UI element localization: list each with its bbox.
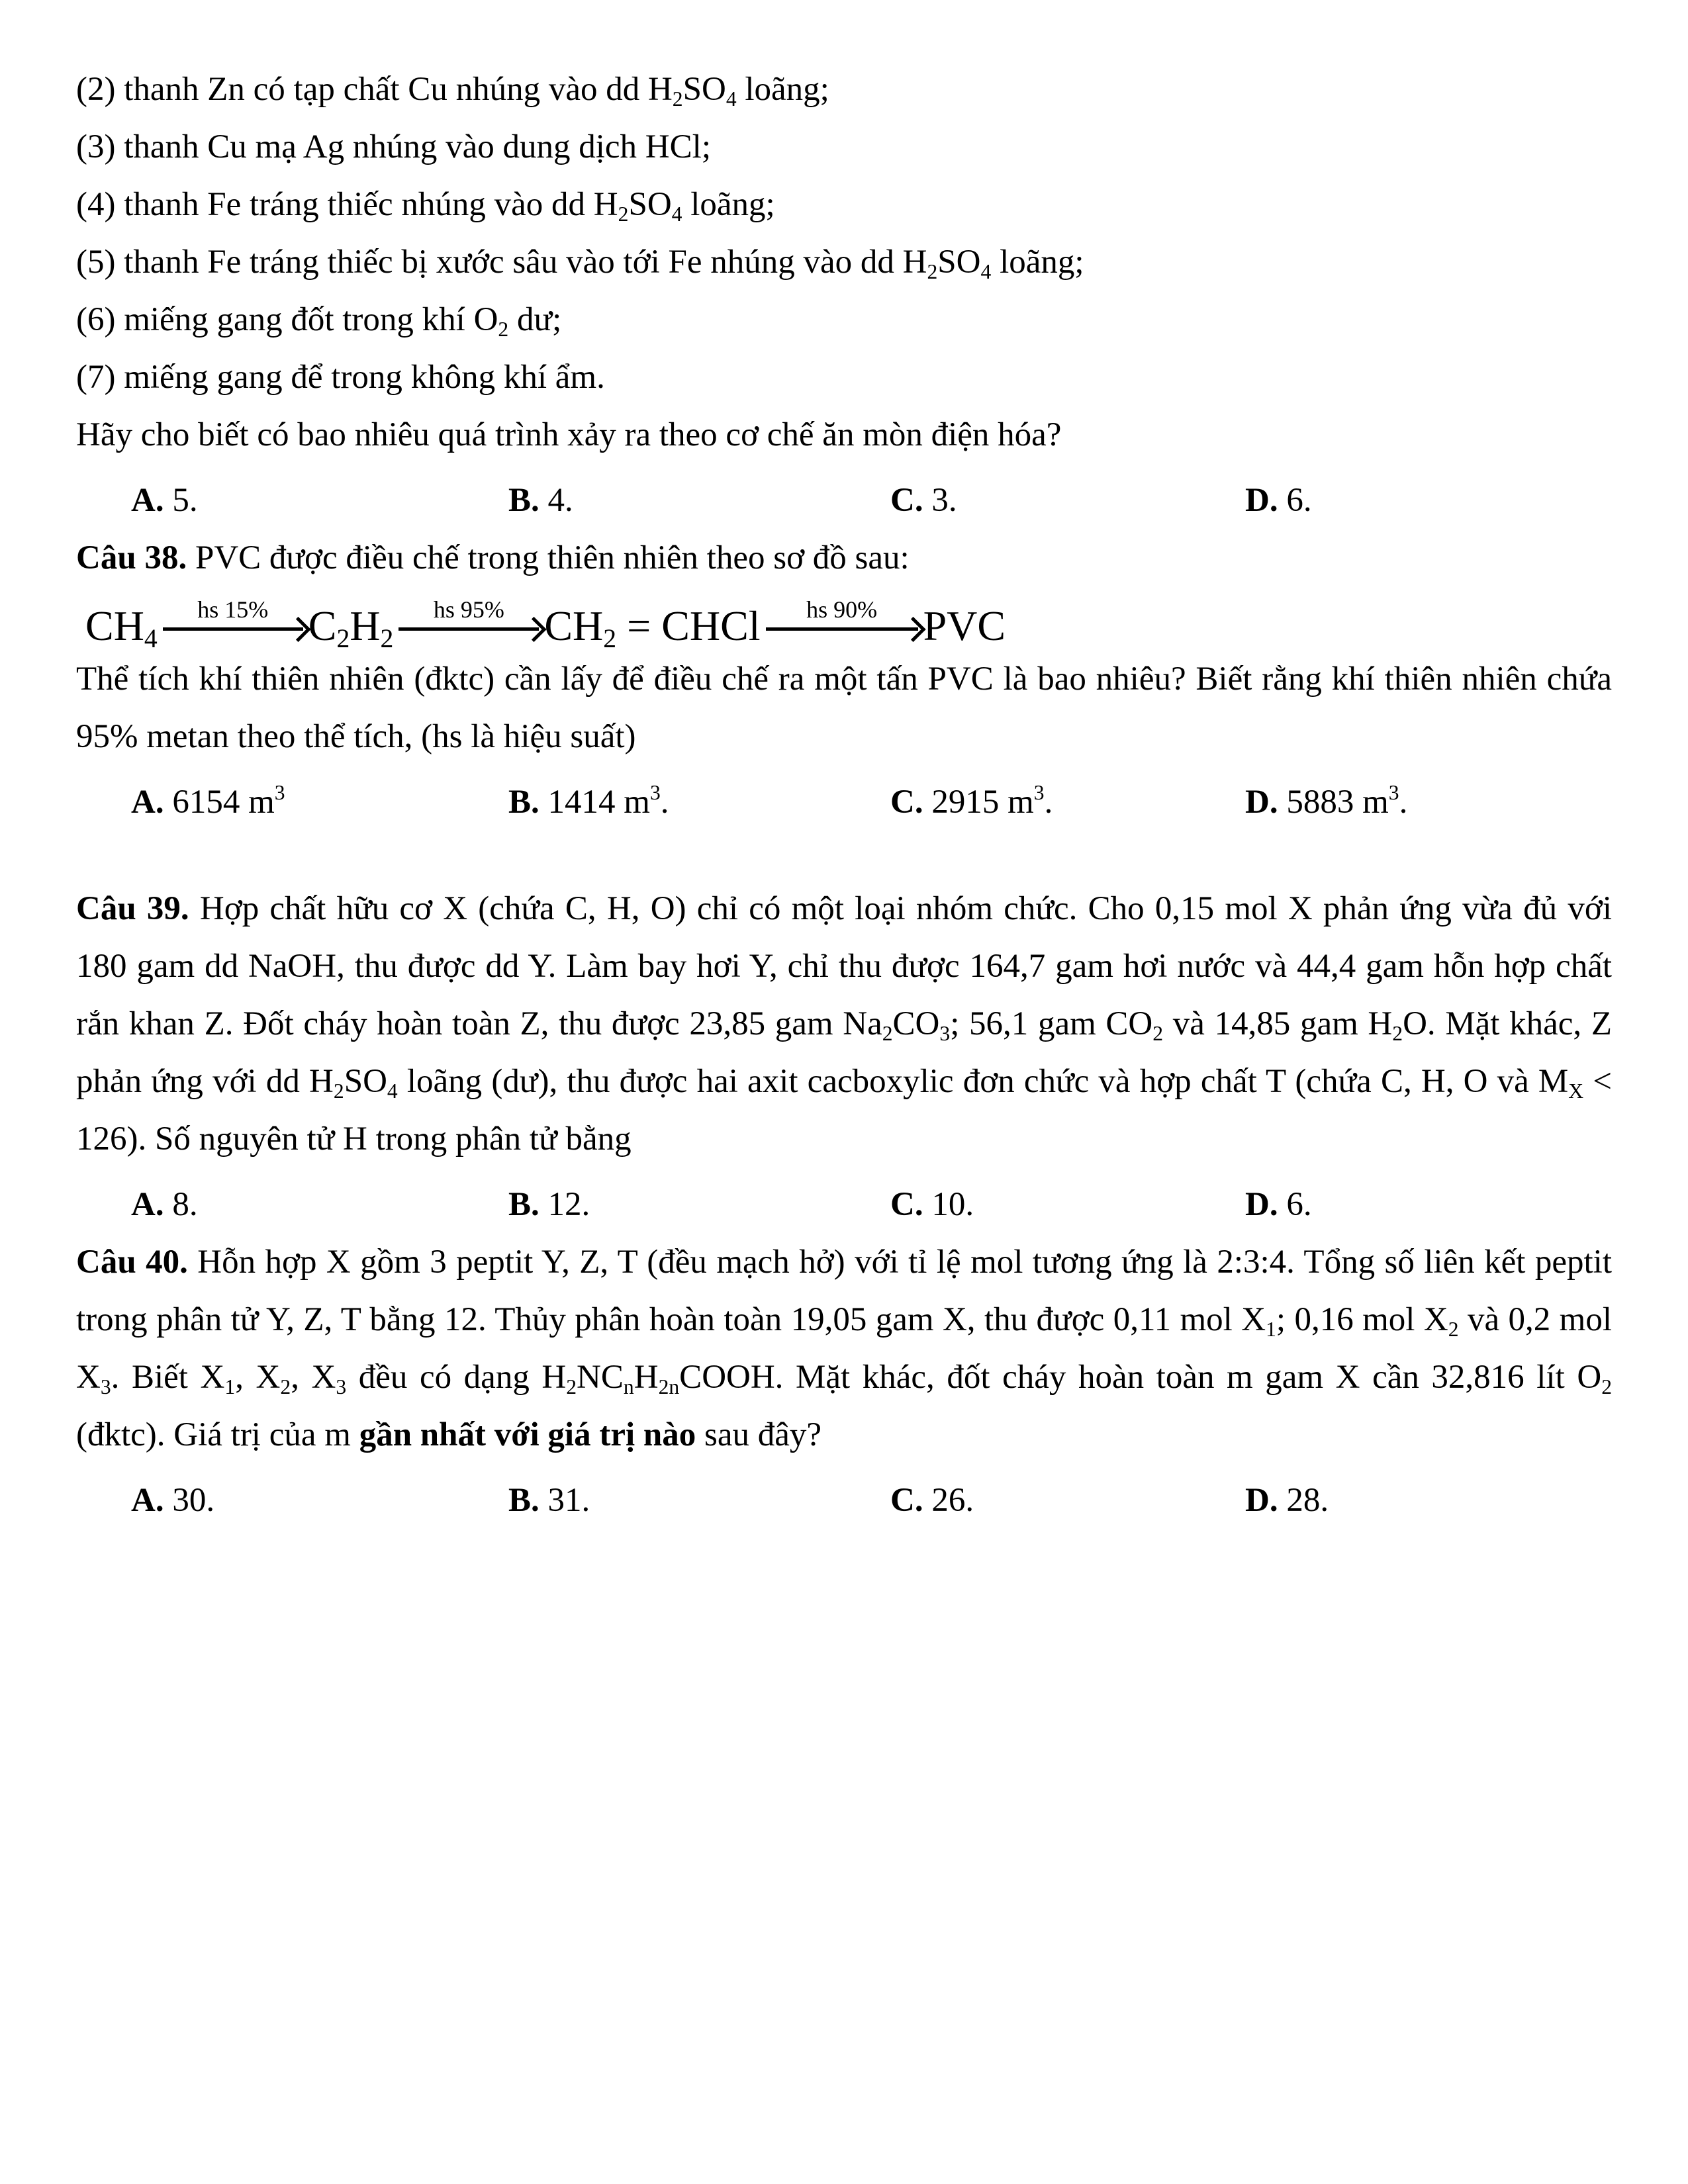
option-letter: D. — [1245, 1482, 1278, 1519]
option-letter: A. — [131, 482, 164, 519]
q37-question-text: Hãy cho biết có bao nhiêu quá trình xảy ra theo cơ chế ăn mòn điện hóa? — [76, 416, 1062, 453]
statement-item-6: (6) miếng gang đốt trong khí $O_2$ dư; — [76, 301, 562, 341]
option-letter: A. — [131, 784, 164, 821]
option-value: 4. — [547, 482, 573, 519]
q40-option-b — [508, 1472, 890, 1529]
statement-item-7: (7) miếng gang để trong không khí ẩm. — [76, 359, 605, 396]
reaction-arrow-2 — [393, 598, 544, 648]
q39-body-text: Câu 39. Hợp chất hữu cơ X (chứa C, H, O) chỉ có một loại nhóm chức. Cho 0,15 mol X phản ứng vừa đủ với 180 gam dd NaOH, thu được dd Y. Làm bay hơi Y, chỉ thu được 164,7 gam hơi nước và 44,4 gam hỗn hợp chất rắn khan Z. Đốt cháy hoàn toàn Z, thu được 23,85 gam $Na_2CO_3$; 56,1 gam $CO_2$ và 14,85 gam $H_2O$. Mặt khác, Z phản ứng với dd $H_2SO_4$ loãng (dư), thu được hai axit cacboxylic đơn chức và hợp chất T (chứa C, H, O và $M_X < 126$). Số nguyên tử H trong phân tử bằng — [76, 890, 1613, 1158]
q40-body-text: Câu 40. Hỗn hợp X gồm 3 peptit Y, Z, T (đều mạch hở) với tỉ lệ mol tương ứng là 2:3:4. Tổng số liên kết peptit trong phân tử Y, Z, T bằng 12. Thủy phân hoàn toàn 19,05 gam X, thu được 0,11 mol $X_1$; 0,16 mol $X_2$ và 0,2 mol $X_3$. Biết $X_1$, $X_2$, $X_3$ đều có dạng $H_2NC_nH_{2n}COOH$. Mặt khác, đốt cháy hoàn toàn m gam X cần 32,816 lít $O_2$ (đktc). Giá trị của m gần nhất với giá trị nào sau đây? — [76, 1244, 1613, 1453]
option-letter: B. — [508, 784, 539, 821]
q39-options-row — [76, 1176, 1612, 1234]
option-value: 5. — [172, 482, 198, 519]
option-letter: D. — [1245, 482, 1278, 519]
option-value: 3. — [931, 482, 957, 519]
option-letter: D. — [1245, 784, 1278, 821]
option-letter: D. — [1245, 1186, 1278, 1223]
q40-options-row — [76, 1472, 1612, 1529]
q38-reaction-scheme — [85, 596, 1612, 653]
q38-option-c — [890, 774, 1245, 831]
q40-option-c — [890, 1472, 1245, 1529]
option-value: 28. — [1286, 1482, 1329, 1519]
q38-option-d — [1245, 774, 1407, 831]
q37-option-a — [131, 472, 508, 529]
option-value: 6. — [1286, 1186, 1312, 1223]
option-letter: B. — [508, 1186, 539, 1223]
arrow-line-icon — [766, 627, 918, 631]
q40-option-a — [131, 1472, 508, 1529]
q39-option-b — [508, 1176, 890, 1234]
option-value: 8. — [172, 1186, 198, 1223]
option-letter: C. — [890, 784, 923, 821]
reaction-arrow-2-label: hs 95% — [433, 596, 504, 623]
q38-heading: Câu 38. PVC được điều chế trong thiên nhiên theo sơ đồ sau: — [76, 539, 910, 576]
arrow-line-icon — [163, 627, 303, 631]
reaction-arrow-1-label: hs 15% — [197, 596, 269, 623]
option-letter: C. — [890, 1482, 923, 1519]
q38-body-text: Thể tích khí thiên nhiên (đktc) cần lấy để điều chế ra một tấn PVC là bao nhiêu? Biết rằng khí thiên nhiên chứa 95% metan theo thể tích, (hs là hiệu suất) — [76, 660, 1612, 755]
q37-option-c — [890, 472, 1245, 529]
option-value: 31. — [547, 1482, 590, 1519]
statement-item-5: (5) thanh Fe tráng thiếc bị xước sâu vào tới Fe nhúng vào dd $H_2SO_4$ loãng; — [76, 244, 1084, 283]
option-letter: C. — [890, 1186, 923, 1223]
option-letter: B. — [508, 482, 539, 519]
option-value: 6. — [1286, 482, 1312, 519]
statement-item-2: (2) thanh Zn có tạp chất Cu nhúng vào dd $H_2SO_4$ loãng; — [76, 71, 829, 111]
q39-option-a — [131, 1176, 508, 1234]
option-letter: A. — [131, 1482, 164, 1519]
species-methane: $CH_4$ — [85, 602, 158, 653]
q37-option-d — [1245, 472, 1312, 529]
q37-option-b — [508, 472, 890, 529]
q38-option-b — [508, 774, 890, 831]
option-letter: C. — [890, 482, 923, 519]
species-vinyl-chloride: $CH_2$ = CHCl — [544, 602, 761, 653]
q38-option-a — [131, 774, 508, 831]
option-value: 1414 $m^3$. — [547, 781, 669, 821]
q40-option-d — [1245, 1472, 1329, 1529]
option-letter: B. — [508, 1482, 539, 1519]
arrow-line-icon — [399, 627, 539, 631]
option-value: 6154 $m^3$ — [172, 781, 285, 821]
q37-options-row — [76, 472, 1612, 529]
option-letter: A. — [131, 1186, 164, 1223]
option-value: 12. — [547, 1186, 590, 1223]
q38-options-row — [76, 774, 1612, 831]
q39-option-d — [1245, 1176, 1312, 1234]
statement-item-4: (4) thanh Fe tráng thiếc nhúng vào dd $H_2SO_4$ loãng; — [76, 186, 775, 226]
reaction-arrow-3 — [761, 598, 923, 648]
reaction-arrow-1 — [158, 598, 308, 648]
option-value: 26. — [931, 1482, 974, 1519]
option-value: 2915 $m^3$. — [931, 781, 1053, 821]
option-value: 5883 $m^3$. — [1286, 781, 1408, 821]
species-pvc: PVC — [923, 602, 1006, 649]
option-value: 30. — [172, 1482, 215, 1519]
q39-option-c — [890, 1176, 1245, 1234]
statement-item-3: (3) thanh Cu mạ Ag nhúng vào dung dịch HCl; — [76, 128, 711, 165]
species-acetylene: $C_2H_2$ — [308, 602, 394, 653]
option-value: 10. — [931, 1186, 974, 1223]
reaction-arrow-3-label: hs 90% — [806, 596, 878, 623]
